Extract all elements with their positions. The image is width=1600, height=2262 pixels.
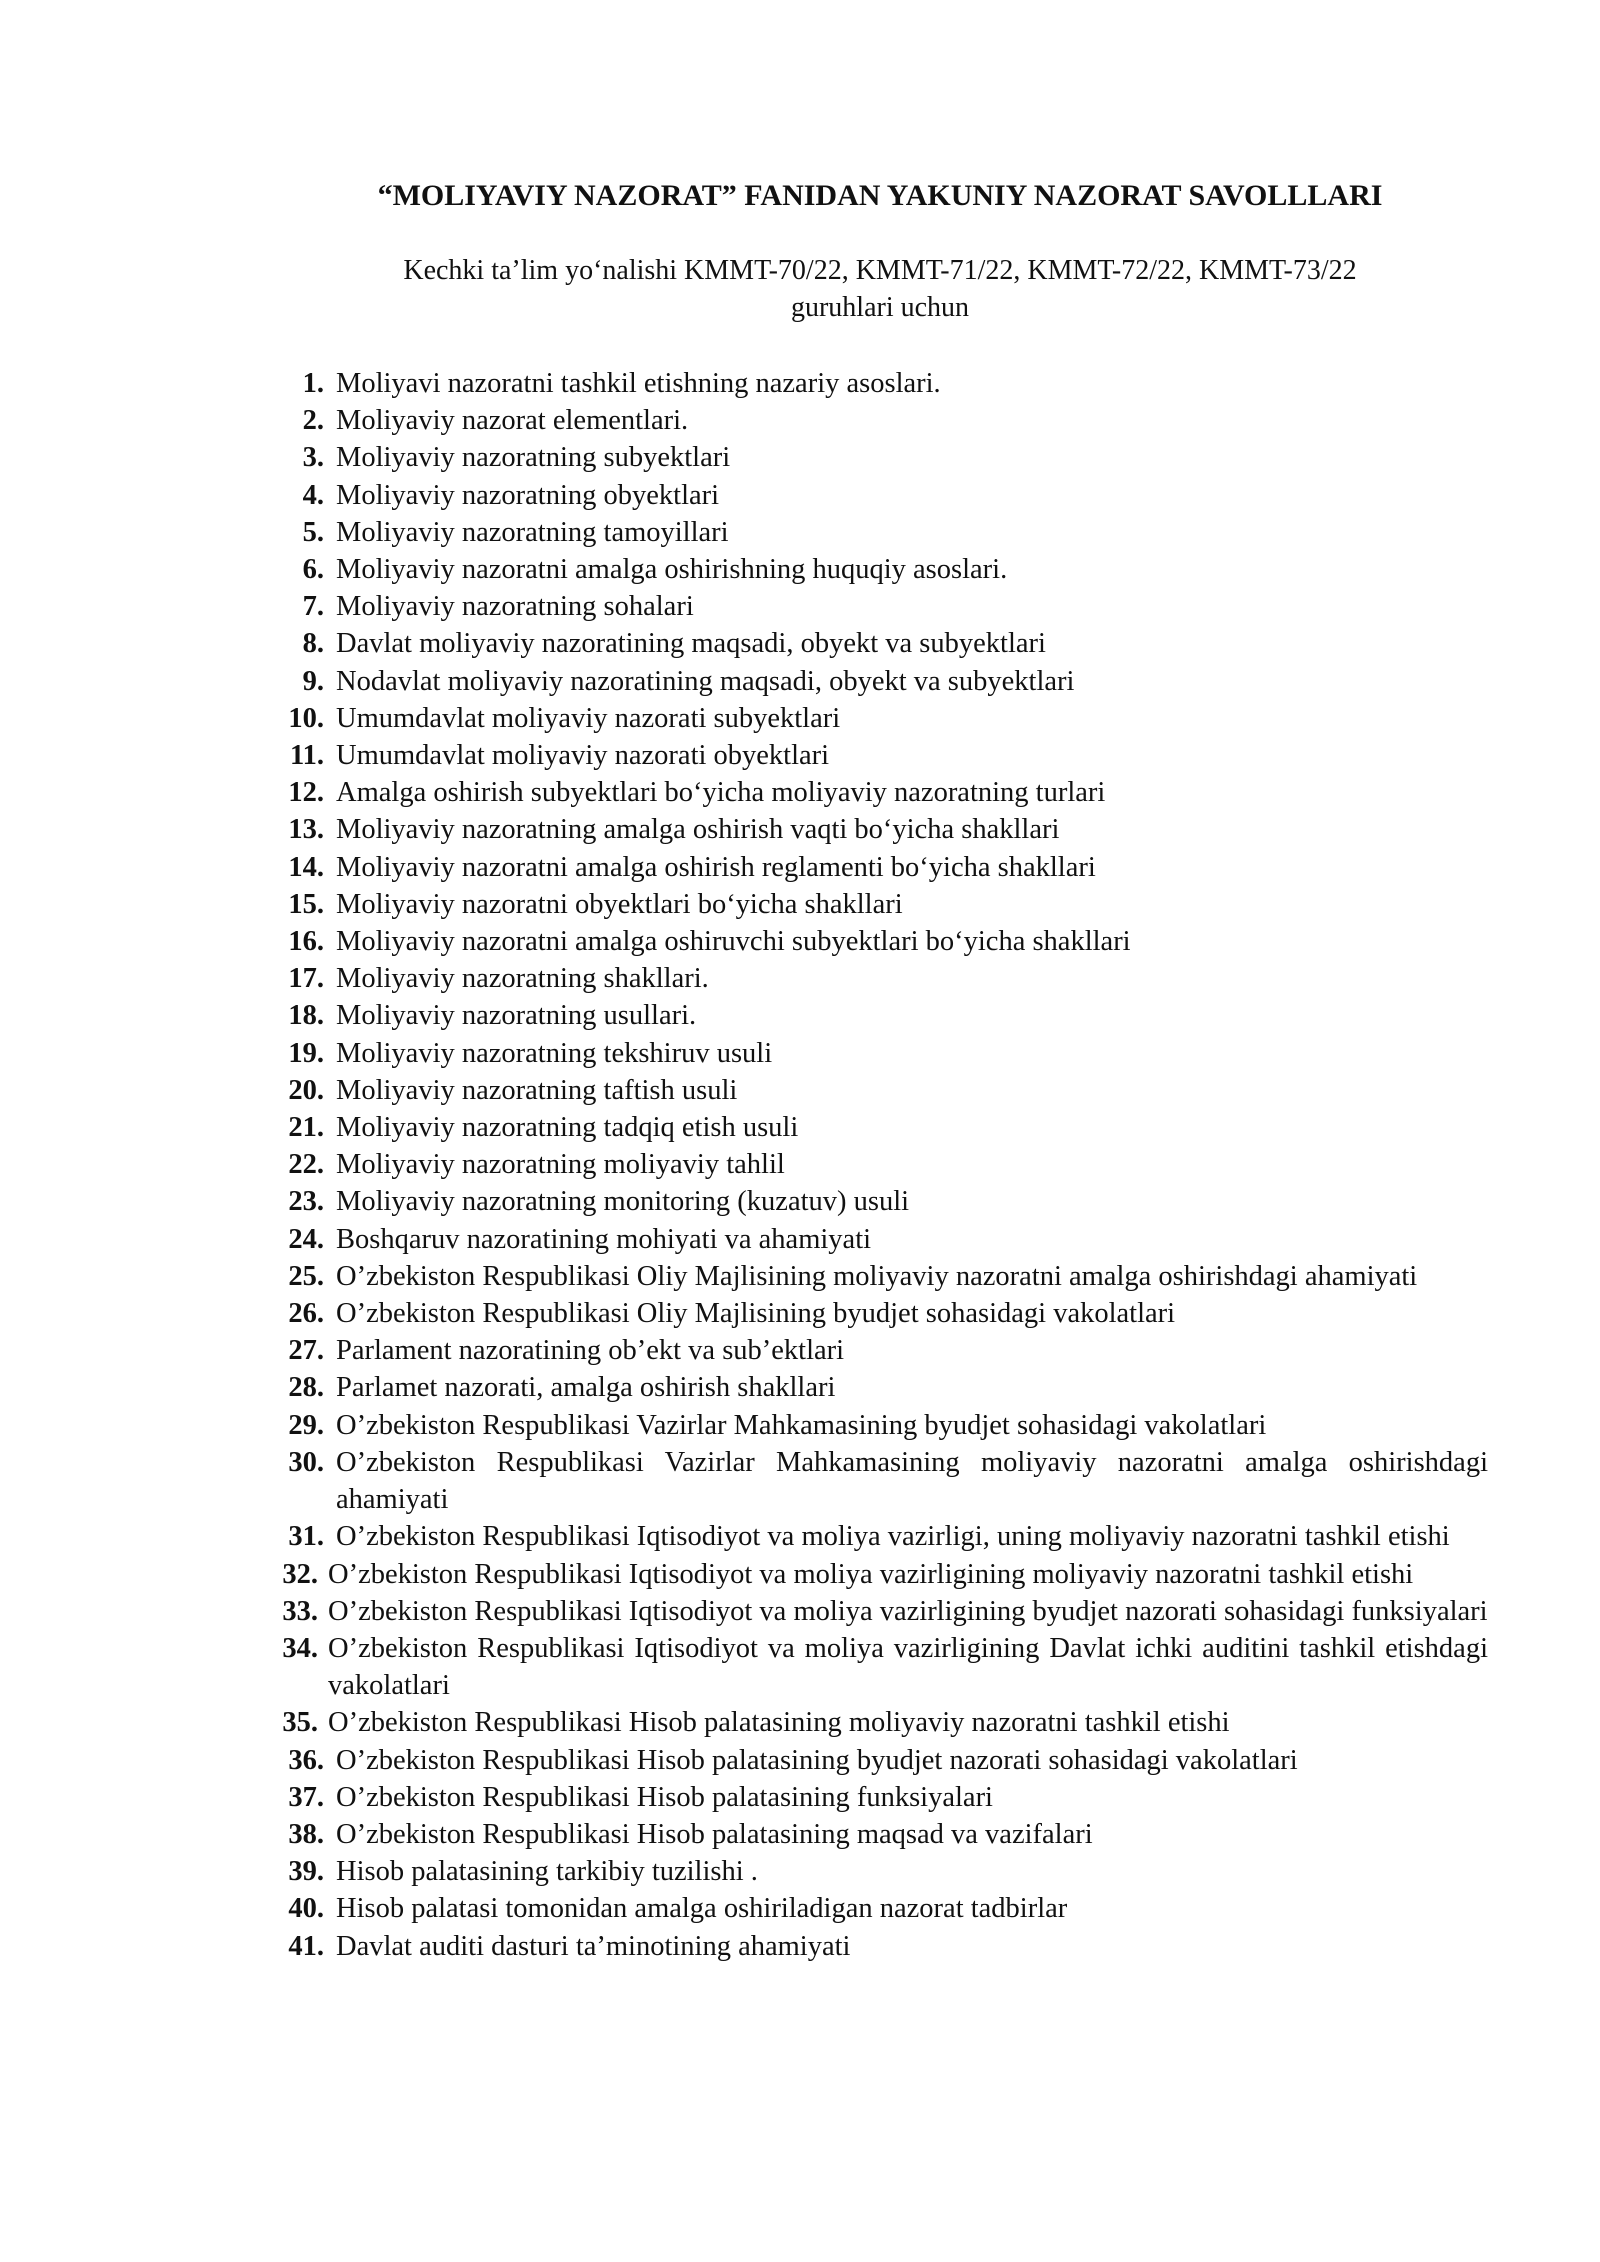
question-number: 35.: [282, 1707, 318, 1739]
question-number: 20.: [288, 1074, 324, 1106]
question-item: [0, 737, 1600, 774]
question-text: Nodavlat moliyaviy nazoratining maqsadi, obyekt va subyektlari: [336, 665, 1075, 697]
question-text: O’zbekiston Respublikasi Iqtisodiyot va moliya vazirligining byudjet nazorati sohasidagi funksiyalari: [328, 1595, 1488, 1627]
question-number: 38.: [288, 1818, 324, 1850]
question-text: Moliyaviy nazorat elementlari.: [336, 405, 689, 437]
question-number: 9.: [302, 665, 324, 697]
question-number: 1.: [302, 368, 324, 399]
question-number: 19.: [288, 1037, 324, 1069]
question-number: 8.: [302, 628, 324, 660]
question-item: [0, 700, 1600, 737]
question-number: 23.: [288, 1186, 324, 1218]
question-item: [0, 997, 1600, 1034]
question-number: 5.: [302, 516, 324, 548]
question-list: [0, 365, 1600, 1965]
question-number: 31.: [288, 1521, 324, 1553]
question-text: Moliyaviy nazoratning moliyaviy tahlil: [336, 1149, 785, 1181]
question-item: [0, 1109, 1600, 1146]
question-number: 37.: [288, 1781, 324, 1813]
question-item: [0, 588, 1600, 625]
question-number: 2.: [302, 405, 324, 437]
question-item: [0, 811, 1600, 848]
question-text: O’zbekiston Respublikasi Vazirlar Mahkamasining byudjet sohasidagi vakolatlari: [336, 1409, 1267, 1441]
question-item: [0, 439, 1600, 476]
question-item: [0, 1853, 1600, 1890]
question-number: 18.: [288, 1000, 324, 1032]
question-number: 15.: [288, 888, 324, 920]
question-item: [0, 886, 1600, 923]
question-number: 11.: [289, 740, 324, 772]
document-title: “MOLIYAVIY NAZORAT” FANIDAN YAKUNIY NAZORAT SAVOLLLARI: [377, 179, 1383, 212]
question-text: Moliyaviy nazoratni amalga oshiruvchi subyektlari bo‘yicha shakllari: [336, 926, 1131, 958]
question-text: Moliyaviy nazoratning tekshiruv usuli: [336, 1037, 773, 1069]
question-text: Umumdavlat moliyaviy nazorati subyektlari: [336, 702, 841, 734]
question-item: [0, 551, 1600, 588]
question-item: [0, 1890, 1600, 1927]
question-text: Davlat moliyaviy nazoratining maqsadi, obyekt va subyektlari: [336, 628, 1046, 660]
question-item: [0, 1630, 1600, 1704]
question-number: 22.: [288, 1149, 324, 1181]
question-text: O’zbekiston Respublikasi Vazirlar Mahkamasining moliyaviy nazoratni amalga oshirishdagi ahamiyati: [336, 1446, 1488, 1516]
question-text: Umumdavlat moliyaviy nazorati obyektlari: [336, 740, 830, 772]
question-item: [0, 402, 1600, 439]
question-item: [0, 1518, 1600, 1555]
question-text: Moliyaviy nazoratning taftish usuli: [336, 1074, 738, 1106]
document-subtitle: [280, 252, 1480, 326]
question-text: O’zbekiston Respublikasi Hisob palatasining funksiyalari: [336, 1781, 993, 1813]
question-item: [0, 1295, 1600, 1332]
question-number: 24.: [288, 1223, 324, 1255]
question-item: [0, 477, 1600, 514]
subtitle-line-2: guruhlari uchun: [790, 292, 970, 323]
question-number: 17.: [288, 963, 324, 995]
question-item: [0, 1742, 1600, 1779]
question-item: [0, 514, 1600, 551]
question-item: [0, 1183, 1600, 1220]
question-item: [0, 1258, 1600, 1295]
question-item: [0, 663, 1600, 700]
question-item: [0, 1444, 1600, 1518]
question-number: 28.: [288, 1372, 324, 1404]
question-text: O’zbekiston Respublikasi Hisob palatasining byudjet nazorati sohasidagi vakolatlari: [336, 1744, 1298, 1776]
question-text: Parlament nazoratining ob’ekt va sub’ektlari: [336, 1335, 845, 1367]
question-number: 27.: [288, 1335, 324, 1367]
question-text: O’zbekiston Respublikasi Hisob palatasining moliyaviy nazoratni tashkil etishi: [328, 1707, 1230, 1739]
question-text: Boshqaruv nazoratining mohiyati va ahamiyati: [336, 1223, 872, 1255]
question-number: 4.: [302, 479, 324, 511]
question-text: Moliyaviy nazoratning tadqiq etish usuli: [336, 1112, 799, 1144]
question-text: O’zbekiston Respublikasi Iqtisodiyot va moliya vazirligi, uning moliyaviy nazoratni tashkil etishi: [336, 1521, 1450, 1553]
question-text: Moliyaviy nazoratni amalga oshirish reglamenti bo‘yicha shakllari: [336, 851, 1096, 883]
question-number: 14.: [288, 851, 324, 883]
question-text: Moliyavi nazoratni tashkil etishning nazariy asoslari.: [336, 368, 941, 399]
question-text: Moliyaviy nazoratni obyektlari bo‘yicha shakllari: [336, 888, 903, 920]
question-number: 34.: [282, 1632, 318, 1664]
question-item: [0, 849, 1600, 886]
question-text: Moliyaviy nazoratning shakllari.: [336, 963, 709, 995]
question-text: O’zbekiston Respublikasi Oliy Majlisining moliyaviy nazoratni amalga oshirishdagi ahamiyati: [336, 1260, 1418, 1292]
question-item: [0, 1556, 1600, 1593]
question-text: Moliyaviy nazoratni amalga oshirishning huquqiy asoslari.: [336, 554, 1008, 586]
question-text: O’zbekiston Respublikasi Hisob palatasining maqsad va vazifalari: [336, 1818, 1093, 1850]
question-item: [0, 1779, 1600, 1816]
question-number: 26.: [288, 1298, 324, 1330]
question-item: [0, 1146, 1600, 1183]
question-item: [0, 625, 1600, 662]
question-text: Moliyaviy nazoratning obyektlari: [336, 479, 720, 511]
question-number: 25.: [288, 1260, 324, 1292]
question-text: Moliyaviy nazoratning monitoring (kuzatuv) usuli: [336, 1186, 910, 1218]
question-text: Amalga oshirish subyektlari bo‘yicha moliyaviy nazoratning turlari: [336, 777, 1106, 809]
question-number: 6.: [302, 554, 324, 586]
question-number: 3.: [302, 442, 324, 474]
question-number: 16.: [288, 926, 324, 958]
question-number: 39.: [288, 1856, 324, 1888]
question-number: 32.: [282, 1558, 318, 1590]
question-item: [0, 923, 1600, 960]
question-item: [0, 1221, 1600, 1258]
question-number: 13.: [288, 814, 324, 846]
question-number: 33.: [282, 1595, 318, 1627]
question-text: O’zbekiston Respublikasi Iqtisodiyot va moliya vazirligining Davlat ichki auditini tashkil etishdagi vakolatlari: [328, 1632, 1488, 1702]
question-item: [0, 1816, 1600, 1853]
question-number: 12.: [288, 777, 324, 809]
question-number: 29.: [288, 1409, 324, 1441]
question-text: Moliyaviy nazoratning subyektlari: [336, 442, 731, 474]
question-number: 7.: [302, 591, 324, 623]
question-item: [0, 1593, 1600, 1630]
question-item: [0, 960, 1600, 997]
question-item: [0, 1332, 1600, 1369]
question-text: Moliyaviy nazoratning sohalari: [336, 591, 694, 623]
question-item: [0, 1369, 1600, 1406]
question-number: 30.: [288, 1446, 324, 1478]
question-text: Moliyaviy nazoratning tamoyillari: [336, 516, 729, 548]
question-text: Parlamet nazorati, amalga oshirish shakllari: [336, 1372, 836, 1404]
subtitle-line-1: Kechki ta’lim yo‘nalishi KMMT-70/22, KMMT-71/22, KMMT-72/22, KMMT-73/22: [403, 255, 1357, 286]
question-item: [0, 1035, 1600, 1072]
question-item: [0, 1072, 1600, 1109]
question-number: 41.: [288, 1930, 324, 1962]
question-number: 10.: [288, 702, 324, 734]
question-number: 21.: [288, 1112, 324, 1144]
question-number: 40.: [288, 1893, 324, 1925]
question-text: Hisob palatasi tomonidan amalga oshiriladigan nazorat tadbirlar: [336, 1893, 1068, 1925]
question-item: [0, 1407, 1600, 1444]
question-number: 36.: [288, 1744, 324, 1776]
question-text: Moliyaviy nazoratning usullari.: [336, 1000, 697, 1032]
question-text: Hisob palatasining tarkibiy tuzilishi .: [336, 1856, 758, 1888]
question-text: O’zbekiston Respublikasi Iqtisodiyot va moliya vazirligining moliyaviy nazoratni tashkil etishi: [328, 1558, 1414, 1590]
question-text: O’zbekiston Respublikasi Oliy Majlisining byudjet sohasidagi vakolatlari: [336, 1298, 1176, 1330]
question-item: [0, 1704, 1600, 1741]
question-text: Moliyaviy nazoratning amalga oshirish vaqti bo‘yicha shakllari: [336, 814, 1060, 846]
question-text: Davlat auditi dasturi ta’minotining ahamiyati: [336, 1930, 851, 1962]
question-item: [0, 1928, 1600, 1965]
question-item: [0, 365, 1600, 402]
question-item: [0, 774, 1600, 811]
